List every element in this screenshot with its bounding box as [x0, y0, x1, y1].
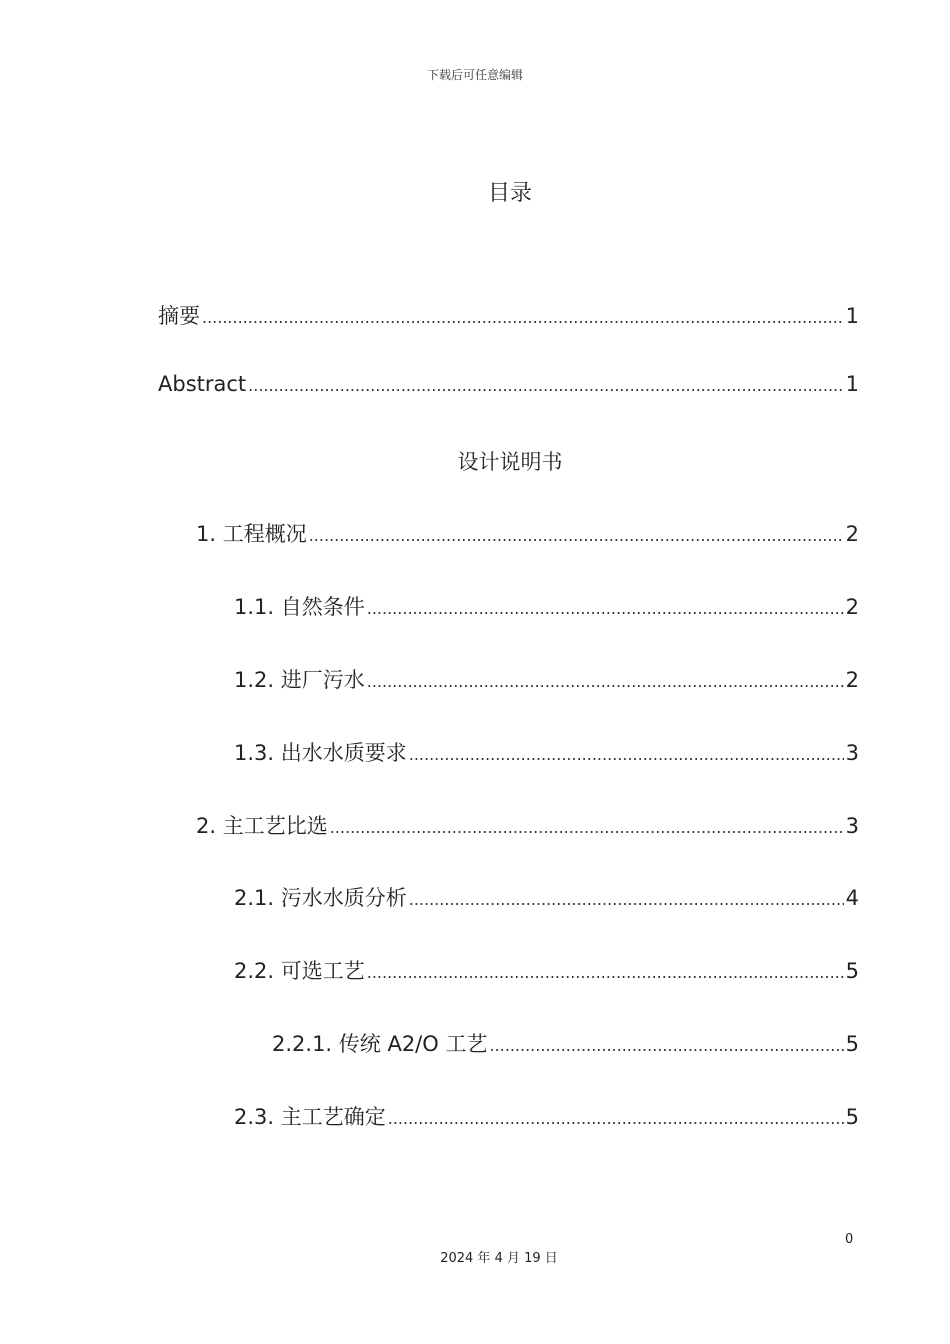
toc-entry-abstract-cn[interactable]: [158, 300, 859, 330]
toc-entry[interactable]: [234, 1101, 859, 1131]
toc-leader-dots: [367, 672, 844, 691]
toc-entry-page: 5: [845, 959, 859, 983]
toc-entry-page: 5: [845, 1032, 859, 1056]
toc-entry-label: Abstract: [158, 372, 247, 396]
footer-date: 2024 年 4 月 19 日: [440, 1251, 558, 1266]
toc-entry-label: 1.1. 自然条件: [234, 595, 365, 619]
toc-entry-label: 1.3. 出水水质要求: [234, 741, 407, 765]
toc-entry-page: 1: [845, 304, 859, 328]
toc-entry-page: 4: [845, 886, 859, 910]
toc-leader-dots: [489, 1036, 843, 1055]
toc-entry-page: 3: [845, 814, 859, 838]
toc-leader-dots: [367, 599, 844, 618]
toc-entry-label: 2.2. 可选工艺: [234, 959, 365, 983]
toc-entry-page: 2: [845, 595, 859, 619]
toc-entry[interactable]: [234, 737, 859, 767]
toc-leader-dots: [309, 526, 844, 545]
toc-entry-label: 2.3. 主工艺确定: [234, 1105, 386, 1129]
toc-leader-dots: [248, 376, 843, 395]
toc-entry[interactable]: [234, 955, 859, 985]
toc-entry[interactable]: [234, 882, 859, 912]
toc-leader-dots: [388, 1109, 844, 1128]
toc-entry-label: 2.2.1. 传统 A2/O 工艺: [272, 1032, 488, 1056]
page-number: 0: [845, 1232, 854, 1247]
toc-entry-label: 1. 工程概况: [196, 522, 307, 546]
toc-entry-label: 2.1. 污水水质分析: [234, 886, 407, 910]
page-header: 下载后可任意编辑: [426, 68, 523, 82]
toc-leader-dots: [330, 818, 844, 837]
toc-entry-label: 1.2. 进厂污水: [234, 668, 365, 692]
toc-title: 目录: [487, 181, 532, 206]
toc-entry-abstract-en[interactable]: [158, 372, 859, 402]
toc-entry-label: 2. 主工艺比选: [196, 814, 328, 838]
toc-entry-page: 5: [845, 1105, 859, 1129]
toc-entry[interactable]: [196, 810, 859, 840]
section-title: 设计说明书: [457, 450, 563, 474]
toc-leader-dots: [202, 308, 844, 327]
toc-leader-dots: [409, 890, 844, 909]
toc-leader-dots: [367, 963, 844, 982]
toc-entry[interactable]: [272, 1028, 859, 1058]
toc-entry-label: 摘要: [158, 304, 200, 328]
toc-entry[interactable]: [234, 664, 859, 694]
toc-entry-page: 2: [845, 522, 859, 546]
toc-leader-dots: [409, 745, 844, 764]
toc-entry[interactable]: [234, 591, 859, 621]
toc-entry[interactable]: [196, 518, 859, 548]
toc-entry-page: 1: [845, 372, 859, 396]
toc-entry-page: 3: [845, 741, 859, 765]
toc-entry-page: 2: [845, 668, 859, 692]
